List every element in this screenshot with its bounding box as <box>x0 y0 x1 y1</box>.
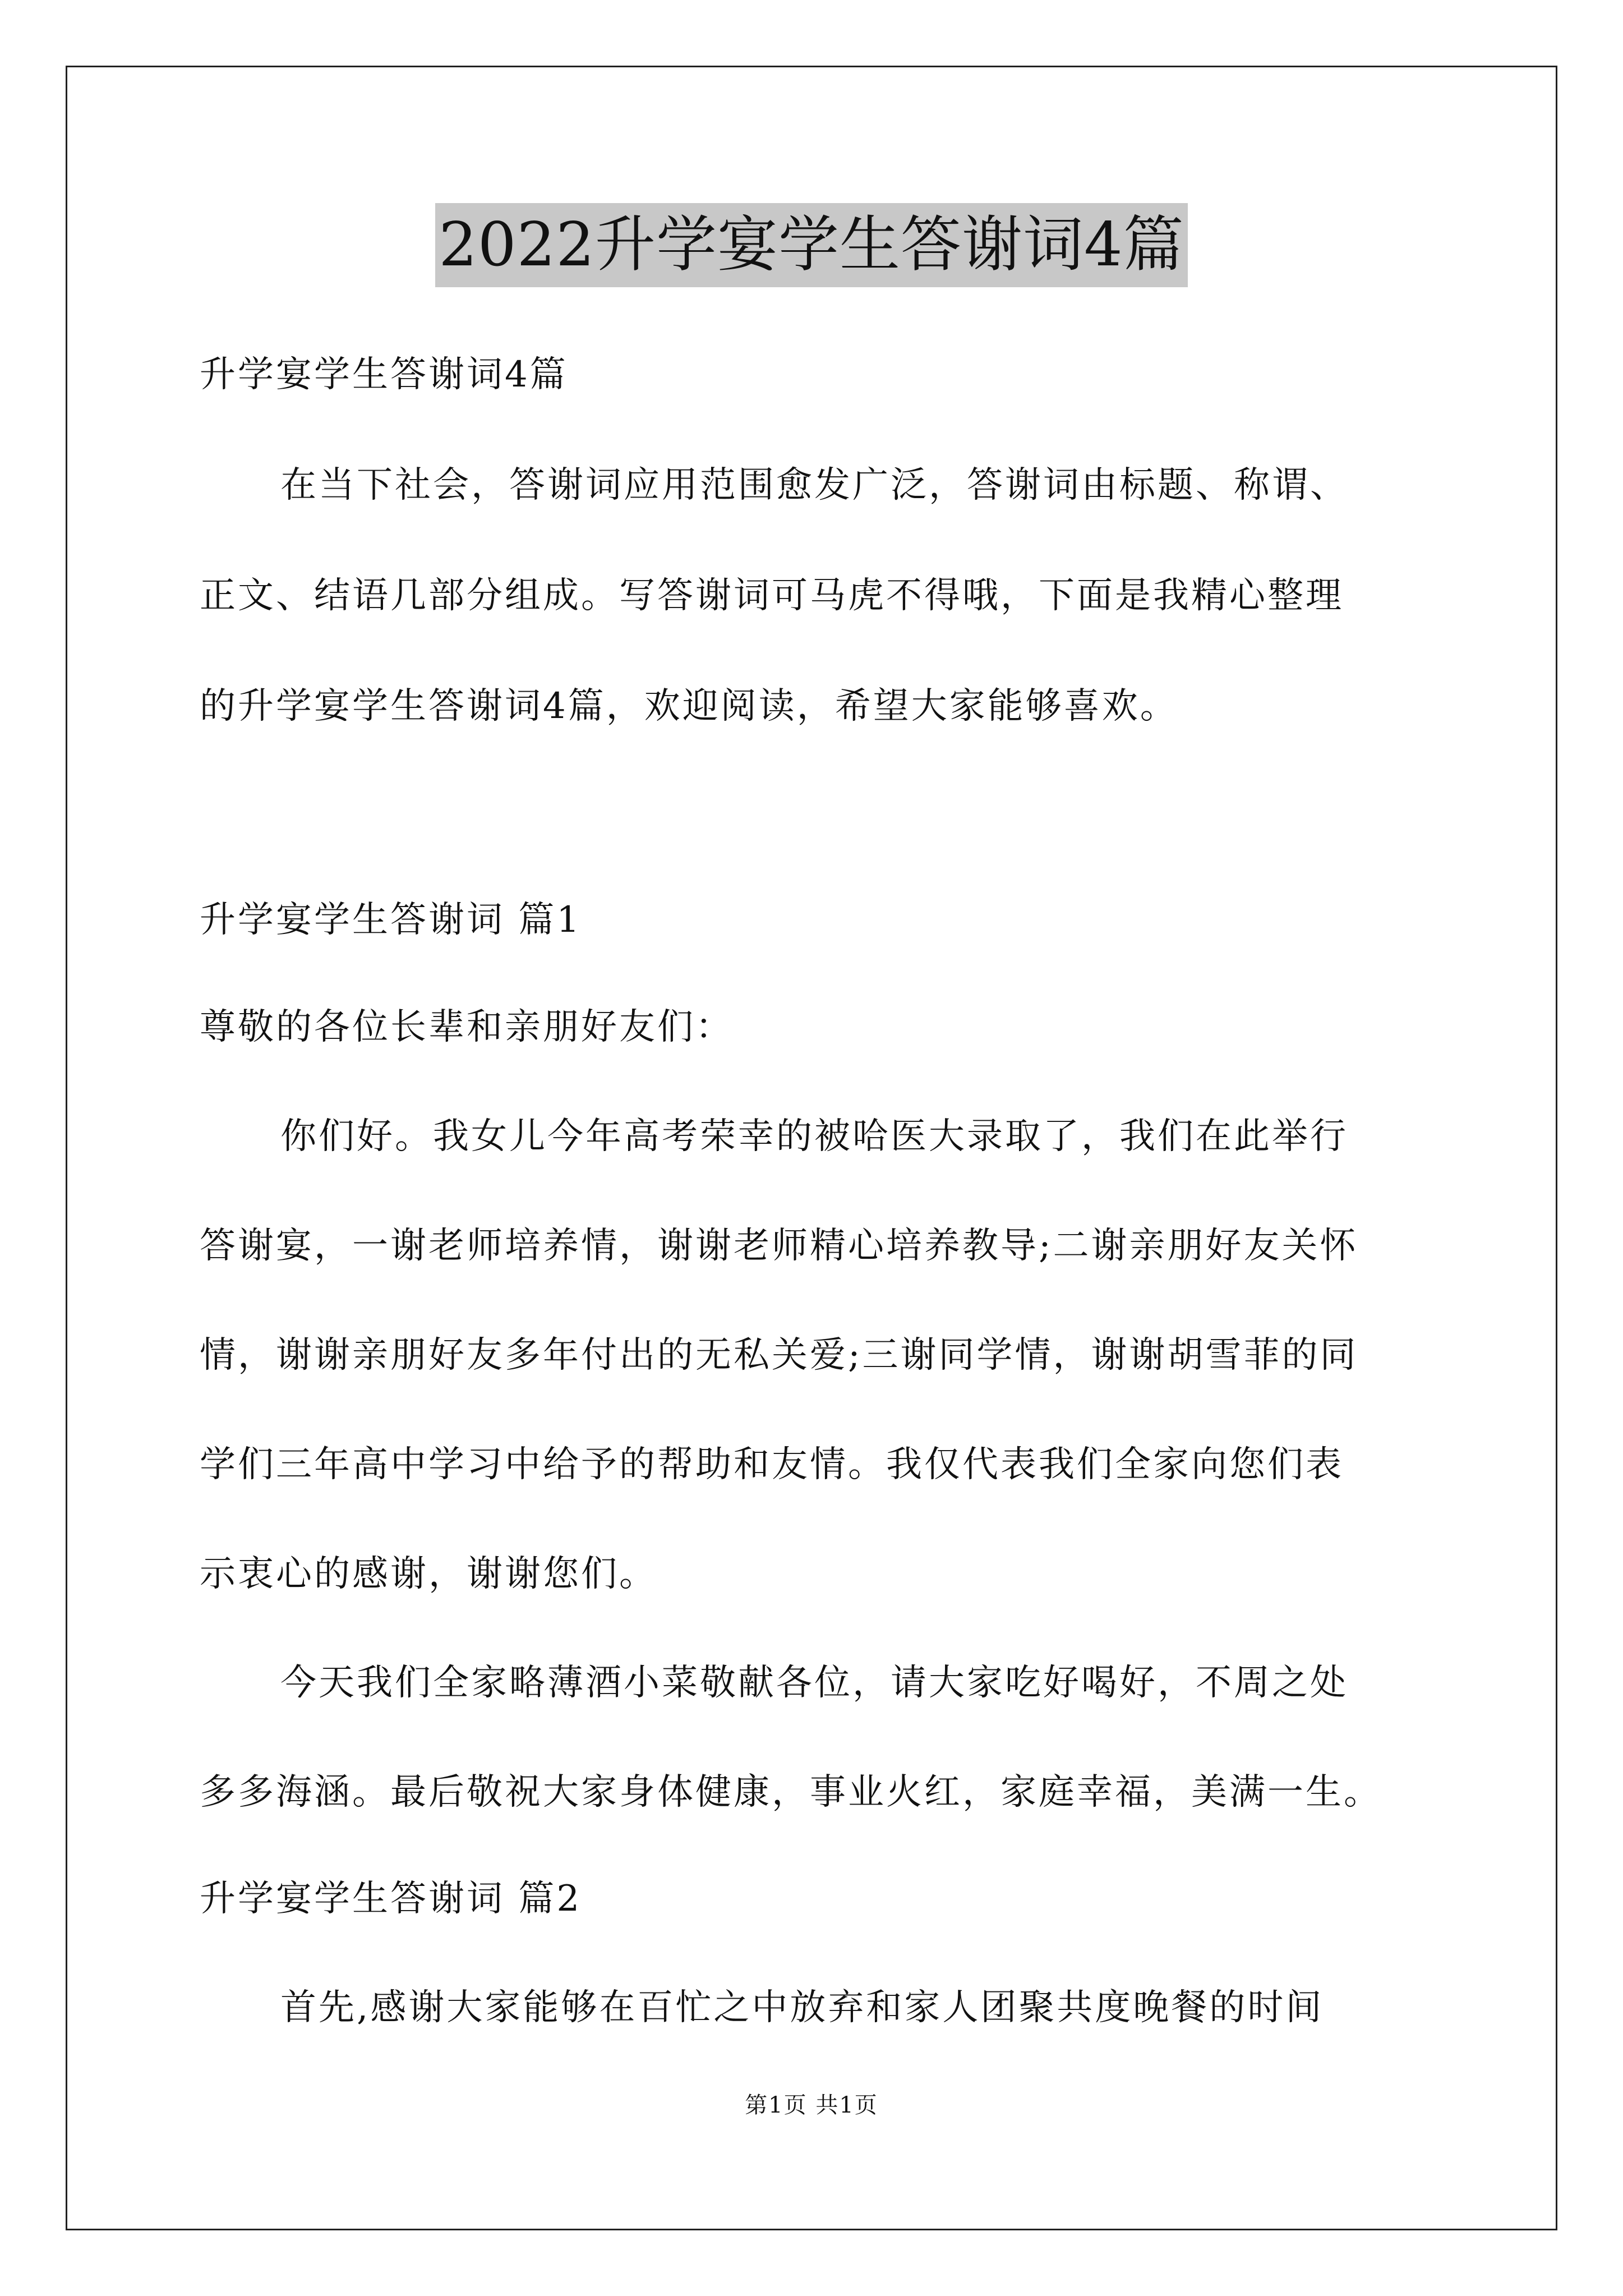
body-line-4: 学们三年高中学习中给予的帮助和友情。我仅代表我们全家向您们表 <box>200 1444 1344 1485</box>
intro-line-1: 在当下社会，答谢词应用范围愈发广泛，答谢词由标题、称谓、 <box>280 464 1348 506</box>
body-line-8: 首先,感谢大家能够在百忙之中放弃和家人团聚共度晚餐的时间 <box>280 1987 1324 2028</box>
title-container <box>0 203 1623 287</box>
intro-line-3: 的升学宴学生答谢词4篇，欢迎阅读，希望大家能够喜欢。 <box>200 685 1178 727</box>
body-line-1: 你们好。我女儿今年高考荣幸的被哈医大录取了，我们在此举行 <box>280 1116 1348 1157</box>
body-line-3: 情，谢谢亲朋好友多年付出的无私关爱;三谢同学情，谢谢胡雪菲的同 <box>200 1335 1358 1376</box>
section-heading-1: 升学宴学生答谢词 篇1 <box>200 899 582 941</box>
document-title: 2022升学宴学生答谢词4篇 <box>435 203 1188 287</box>
section-heading-2: 升学宴学生答谢词 篇2 <box>200 1878 582 1920</box>
subtitle-line: 升学宴学生答谢词4篇 <box>200 354 568 395</box>
body-line-5: 示衷心的感谢，谢谢您们。 <box>200 1553 657 1595</box>
body-line-2: 答谢宴，一谢老师培养情，谢谢老师精心培养教导;二谢亲朋好友关怀 <box>200 1225 1358 1267</box>
body-line-7: 多多海涵。最后敬祝大家身体健康，事业火红，家庭幸福，美满一生。 <box>200 1772 1382 1813</box>
intro-line-2: 正文、结语几部分组成。写答谢词可马虎不得哦，下面是我精心整理 <box>200 575 1344 616</box>
page-footer: 第1页 共1页 <box>745 2092 878 2118</box>
salutation-line: 尊敬的各位长辈和亲朋好友们： <box>200 1006 734 1048</box>
body-line-6: 今天我们全家略薄酒小菜敬献各位，请大家吃好喝好，不周之处 <box>280 1662 1348 1704</box>
